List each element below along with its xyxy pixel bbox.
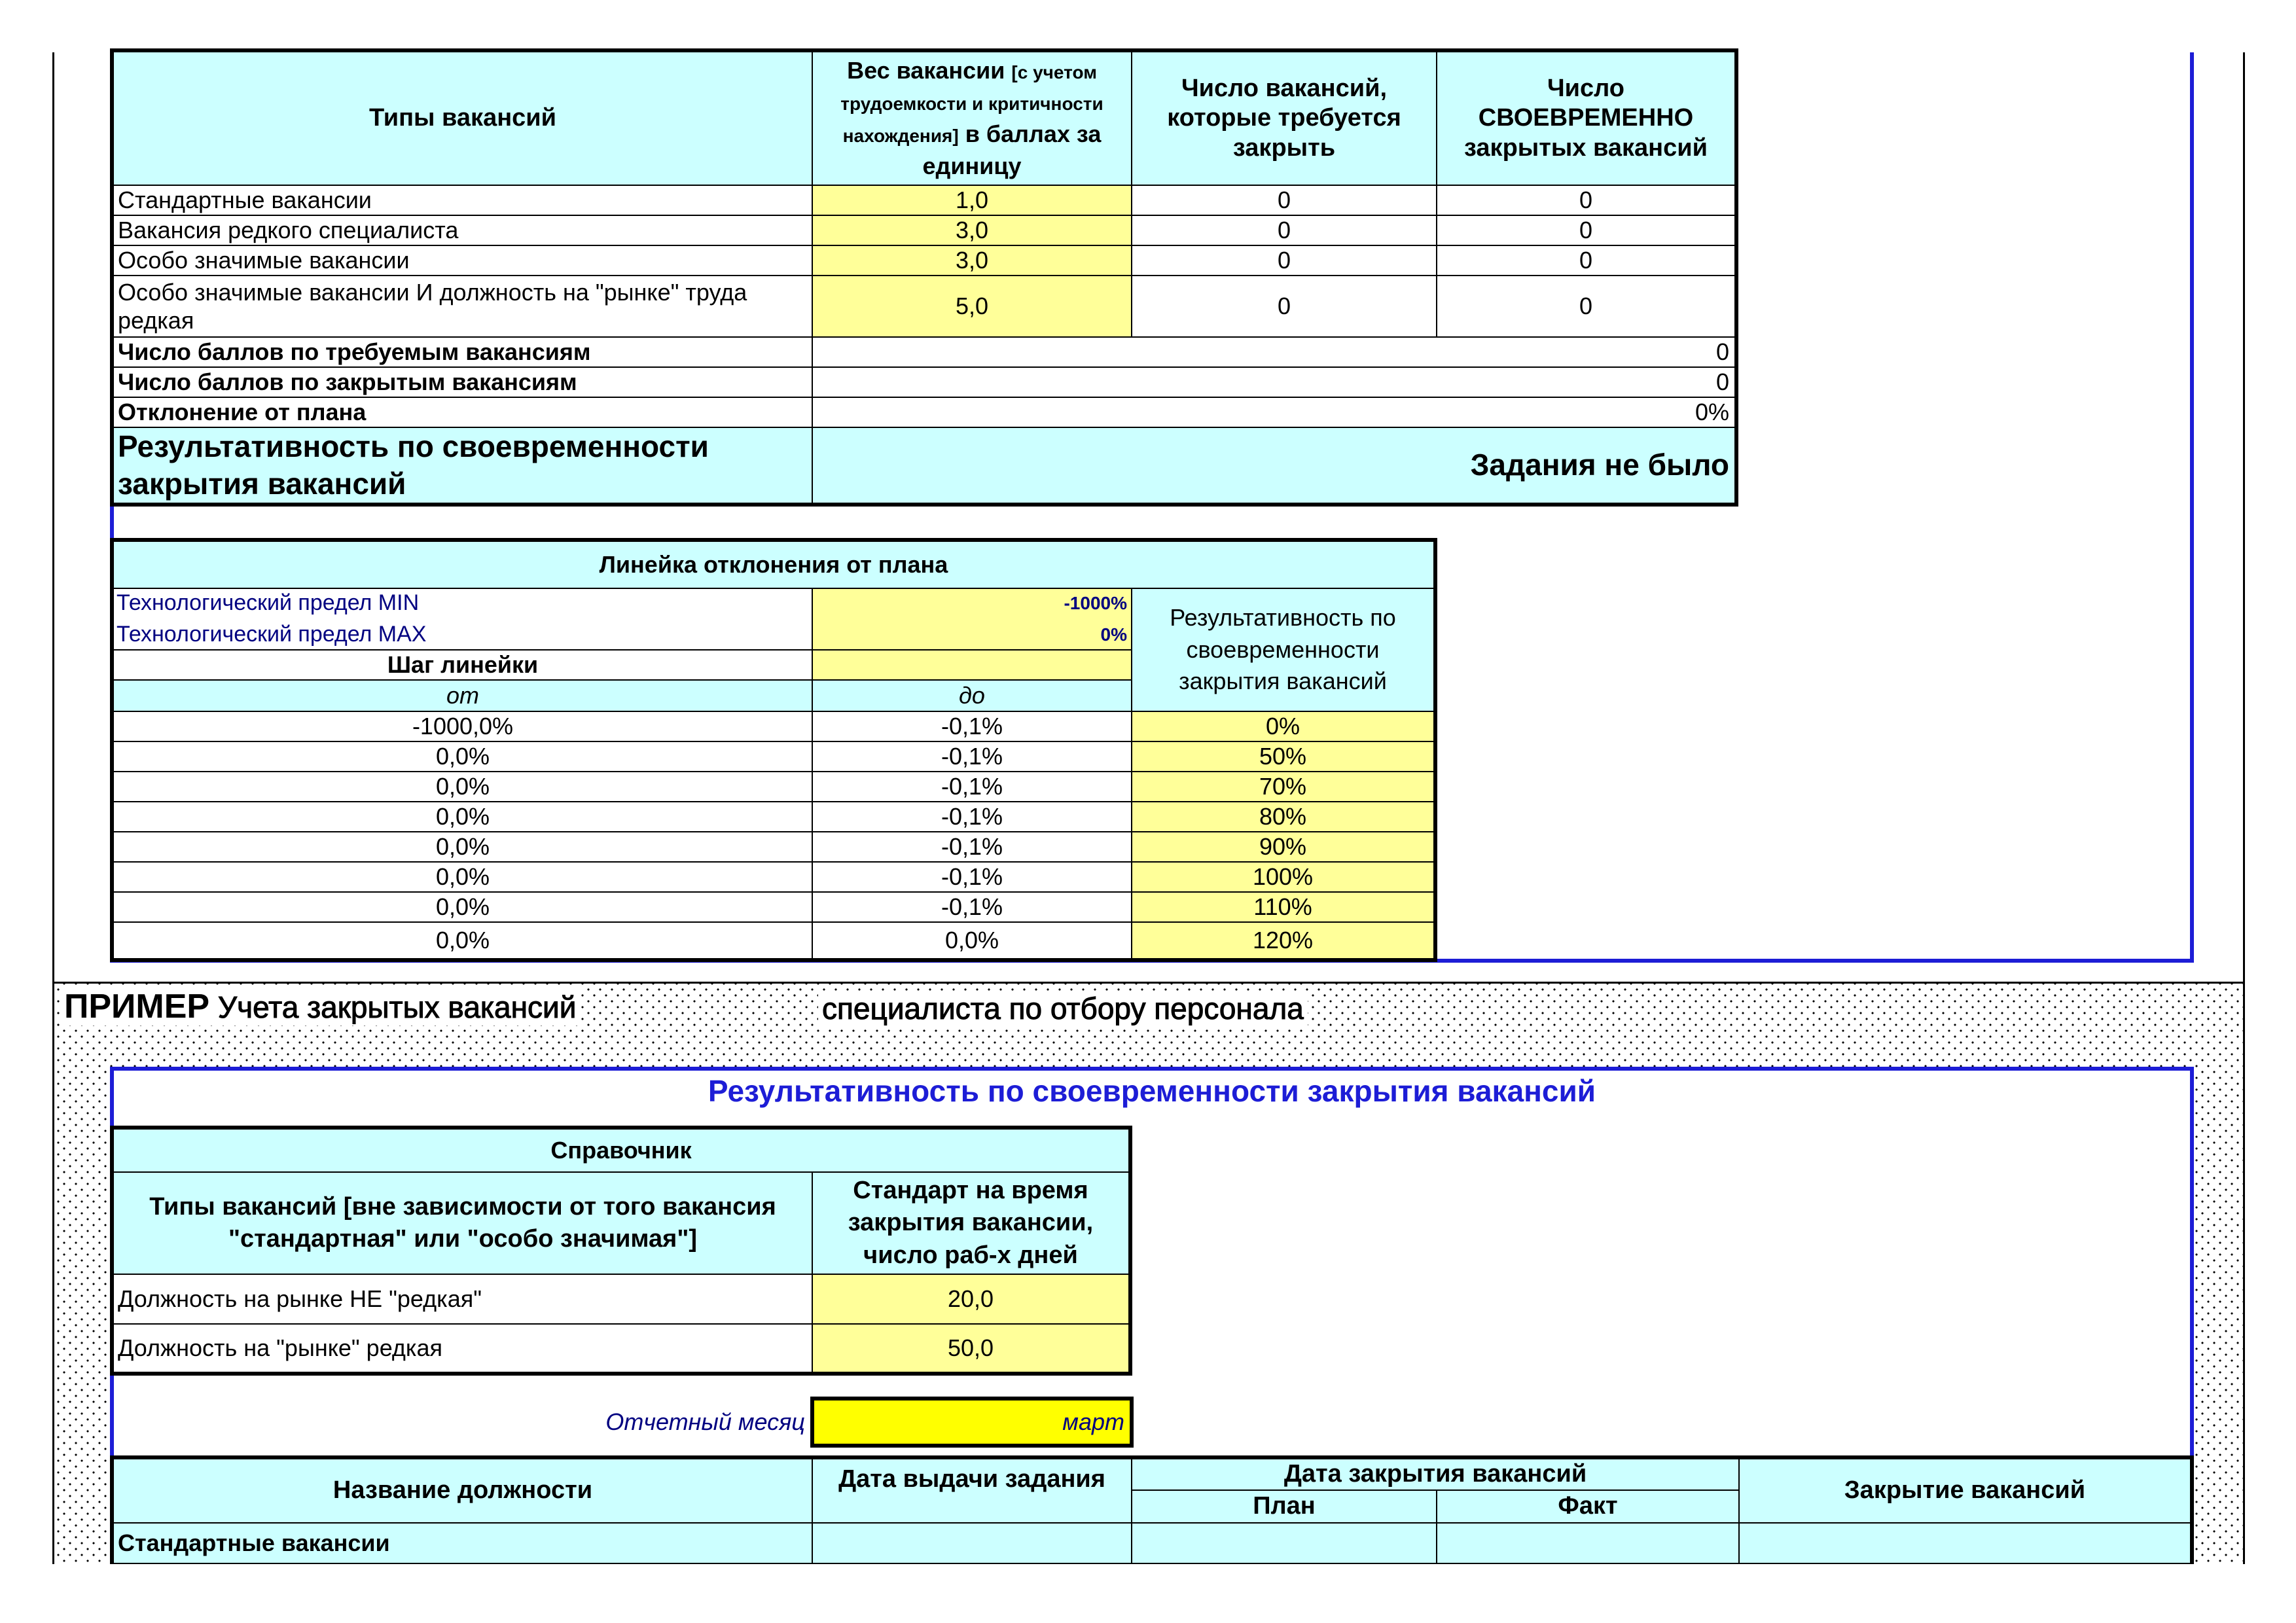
scale-row-from: -1000,0% (110, 711, 813, 742)
header-close-plan: План (1131, 1489, 1437, 1524)
reference-row-type: Должность на рынке НЕ "редкая" (110, 1274, 813, 1325)
blue-frame-right (2190, 52, 2194, 962)
reference-col-standard: Стандарт на время закрытия вакансии, число раб-х дней (812, 1171, 1132, 1275)
header-vacancy-weight (812, 48, 1132, 186)
header-vacancy-types: Типы вакансий (110, 48, 813, 186)
scale-row-result: 70% (1131, 771, 1437, 802)
scale-row-result: 0% (1131, 711, 1437, 742)
step-value[interactable] (812, 649, 1132, 681)
col-from-header: от (110, 679, 813, 712)
row-type-standard: Стандартные вакансии (110, 185, 813, 216)
row-type-rare: Вакансия редкого специалиста (110, 215, 813, 246)
scale-row-from: 0,0% (110, 831, 813, 863)
scale-row-to: -0,1% (812, 711, 1132, 742)
summary-required-points-label: Число баллов по требуемым вакансиям (110, 336, 813, 368)
tech-max-label: Технологический предел MAX (117, 622, 427, 647)
page-right-border (2243, 52, 2245, 987)
category-row-closing[interactable] (1738, 1522, 2194, 1564)
scale-row-result: 110% (1131, 891, 1437, 923)
header-position-name: Название должности (110, 1455, 813, 1524)
scale-row-from: 0,0% (110, 891, 813, 923)
header-issue-date: Дата выдачи задания (812, 1455, 1132, 1524)
row-required-significant-rare: 0 (1131, 275, 1437, 338)
reference-row-days: 20,0 (812, 1274, 1132, 1325)
row-weight-significant: 3,0 (812, 245, 1132, 276)
weight-header-tail: в баллах за единицу (922, 120, 1102, 179)
summary-deviation-value: 0% (812, 397, 1738, 428)
scale-row-result: 50% (1131, 741, 1437, 772)
row-weight-rare: 3,0 (812, 215, 1132, 246)
header-close-fact: Факт (1436, 1489, 1740, 1524)
tech-max-value: 0% (1100, 624, 1127, 645)
reference-title: Справочник (110, 1126, 1132, 1173)
scale-row-to: -0,1% (812, 861, 1132, 893)
category-row-issue-date[interactable] (812, 1522, 1132, 1564)
report-month-label: Отчетный месяц (605, 1408, 805, 1435)
scale-row-result: 120% (1131, 921, 1437, 962)
scale-row-result: 80% (1131, 801, 1437, 832)
result-value: Задания не было (812, 427, 1738, 507)
row-closed-significant-rare: 0 (1436, 275, 1738, 338)
scale-row-from: 0,0% (110, 861, 813, 893)
scale-row-to: 0,0% (812, 921, 1132, 962)
category-row-plan[interactable] (1131, 1522, 1437, 1564)
example-right-border (2243, 982, 2245, 1564)
scale-row-result: 90% (1131, 831, 1437, 863)
summary-closed-points-value: 0 (812, 366, 1738, 398)
row-type-significant-rare: Особо значимые вакансии И должность на "рынке" труда редкая (110, 275, 813, 338)
weight-header-main: Вес вакансии (847, 56, 1012, 84)
scale-row-to: -0,1% (812, 831, 1132, 863)
category-row-fact[interactable] (1436, 1522, 1740, 1564)
summary-deviation-label: Отклонение от плана (110, 397, 813, 428)
page-left-border (52, 52, 54, 987)
row-weight-significant-rare: 5,0 (812, 275, 1132, 338)
header-closing-vacancies: Закрытие вакансий (1738, 1455, 2194, 1524)
summary-closed-points-label: Число баллов по закрытым вакансиям (110, 366, 813, 398)
scale-result-header: Результативность по своевременности закрытия вакансий (1131, 588, 1437, 712)
scale-row-to: -0,1% (812, 741, 1132, 772)
scale-row-from: 0,0% (110, 921, 813, 962)
scale-row-from: 0,0% (110, 741, 813, 772)
row-required-significant: 0 (1131, 245, 1437, 276)
deviation-scale-title: Линейка отклонения от плана (110, 538, 1437, 589)
category-row-standard: Стандартные вакансии (110, 1522, 813, 1564)
summary-required-points-value: 0 (812, 336, 1738, 368)
row-required-standard: 0 (1131, 185, 1437, 216)
example-title-rest: Учета закрытых вакансий (209, 990, 577, 1024)
reference-col-types: Типы вакансий [вне зависимости от того вакансия "стандартная" или "особо значимая"] (110, 1171, 813, 1275)
scale-row-result: 100% (1131, 861, 1437, 893)
row-required-rare: 0 (1131, 215, 1437, 246)
example-left-border (52, 982, 54, 1564)
row-type-significant: Особо значимые вакансии (110, 245, 813, 276)
result-label: Результативность по своевременности закрытия вакансий (110, 427, 813, 507)
example-title (62, 988, 579, 1026)
example-title-prefix: ПРИМЕР (64, 988, 210, 1026)
scale-row-to: -0,1% (812, 891, 1132, 923)
row-weight-standard: 1,0 (812, 185, 1132, 216)
example-title-right: специалиста по отбору персонала (818, 991, 1308, 1026)
header-vacancies-required: Число вакансий, которые требуется закрыть (1131, 48, 1437, 186)
tech-min-value: -1000% (1064, 593, 1127, 613)
scale-row-to: -0,1% (812, 771, 1132, 802)
example-section-title: Результативность по своевременности закрытия вакансий (708, 1074, 1596, 1108)
reference-row-type: Должность на "рынке" редкая (110, 1323, 813, 1376)
row-closed-rare: 0 (1436, 215, 1738, 246)
tech-min-label: Технологический предел MIN (117, 590, 420, 615)
step-label: Шаг линейки (110, 649, 813, 681)
col-to-header: до (812, 679, 1132, 712)
weight-header-note: [с учетом трудоемкости и критичности нахождения] (840, 62, 1103, 146)
report-month-value[interactable]: март (810, 1397, 1134, 1448)
header-close-date: Дата закрытия вакансий (1131, 1455, 1740, 1491)
scale-row-from: 0,0% (110, 771, 813, 802)
scale-row-from: 0,0% (110, 801, 813, 832)
reference-row-days: 50,0 (812, 1323, 1132, 1376)
header-vacancies-closed: Число СВОЕВРЕМЕННО закрытых вакансий (1436, 48, 1738, 186)
row-closed-standard: 0 (1436, 185, 1738, 216)
row-closed-significant: 0 (1436, 245, 1738, 276)
scale-row-to: -0,1% (812, 801, 1132, 832)
